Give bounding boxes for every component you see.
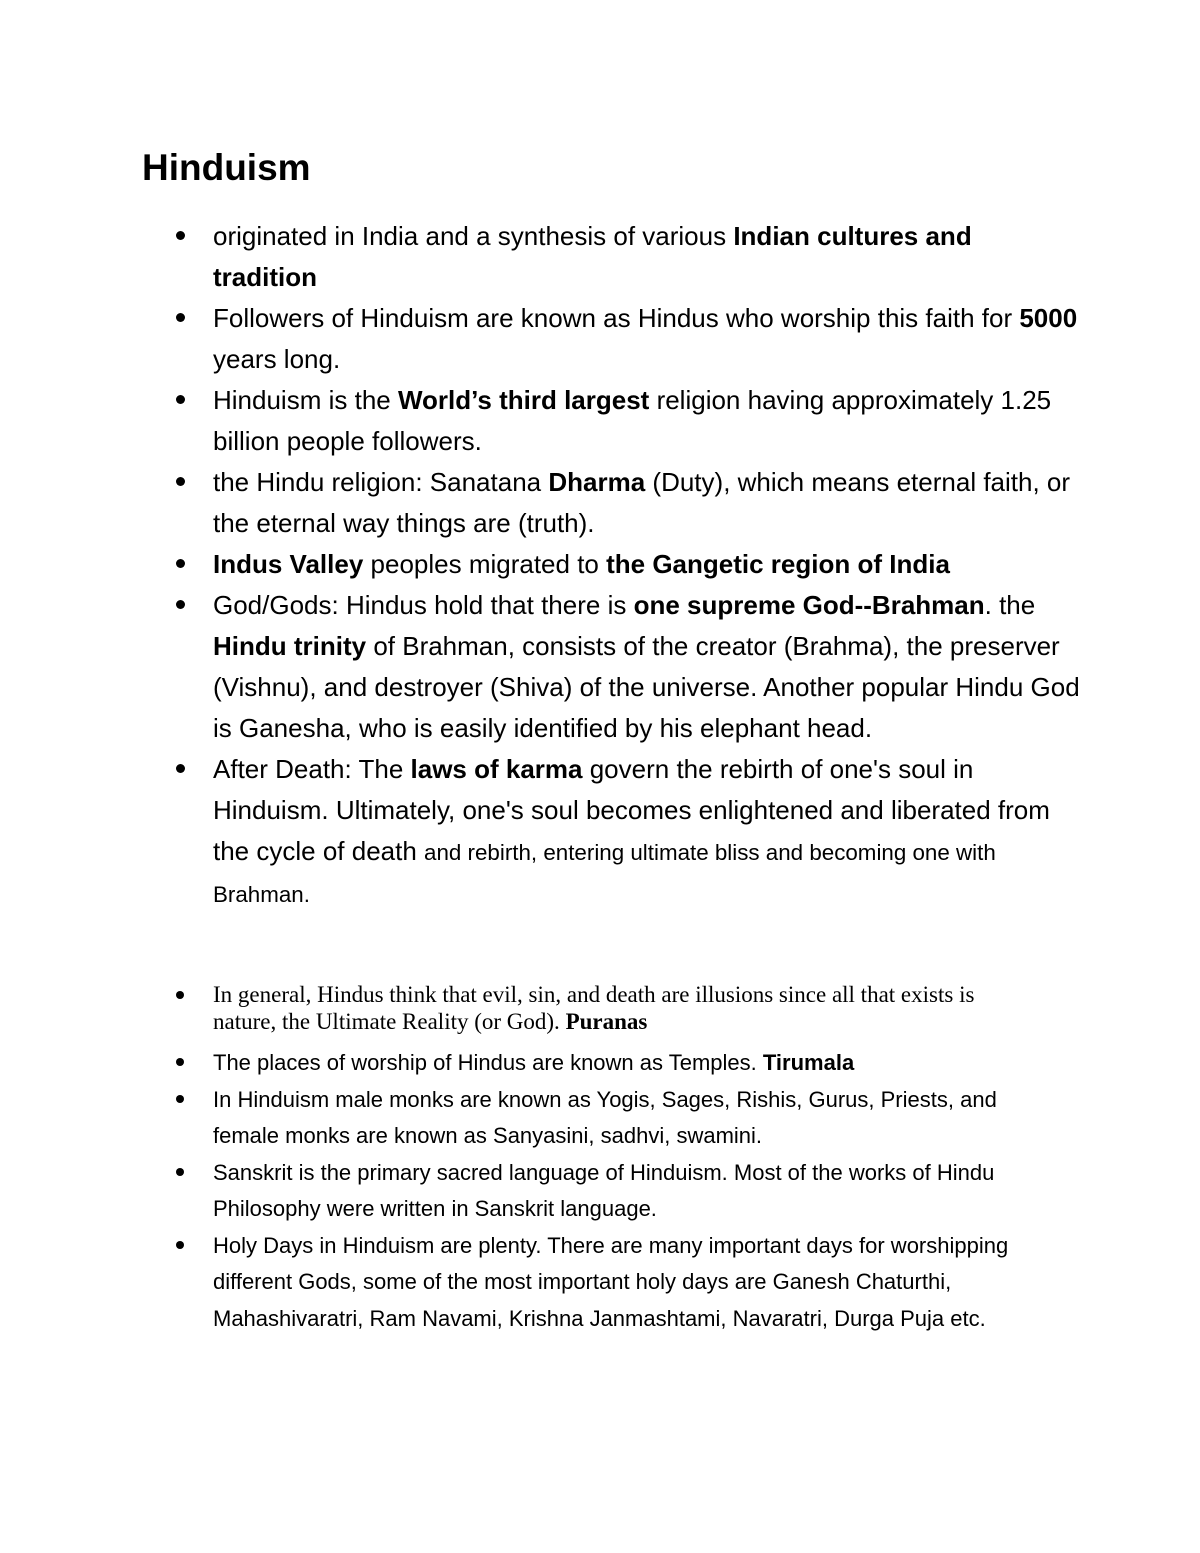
item-text: . the <box>984 590 1036 620</box>
list-item <box>0 981 1200 1035</box>
list-item <box>0 1155 1200 1228</box>
bold-text: laws of karma <box>410 754 583 784</box>
list-item <box>0 298 1200 380</box>
list-item <box>0 749 1200 915</box>
secondary-bullet-list <box>0 1045 1200 1337</box>
bold-text: one supreme God--Brahman <box>633 590 985 620</box>
list-item <box>0 462 1200 544</box>
item-text: Hinduism is the <box>213 385 398 415</box>
bold-text: World’s third largest <box>397 385 650 415</box>
item-text: years long. <box>213 344 341 374</box>
item-text: In general, Hindus think that evil, sin, and death are illusions since all that exists is nature, the Ultimate Reality (or God). <box>213 982 975 1034</box>
list-item <box>0 1082 1200 1155</box>
item-text: (Duty), which means eternal faith, or the eternal way things are (truth). <box>213 467 1071 538</box>
bullet-icon <box>176 1058 184 1066</box>
bold-text: Tirumala <box>762 1050 855 1075</box>
bullet-icon <box>176 764 185 773</box>
page-title: Hinduism <box>142 147 311 188</box>
bold-text: the Gangetic region of India <box>606 549 950 579</box>
list-item <box>0 1045 1200 1082</box>
item-text: govern the rebirth of one's soul in Hinduism. Ultimately, one's soul becomes enlightened and liberated from the cycle of death <box>213 754 1050 866</box>
item-text: Sanskrit is the primary sacred language of Hinduism. Most of the works of Hindu Philosophy were written in Sanskrit language. <box>213 1159 995 1221</box>
bullet-icon <box>176 1168 184 1176</box>
bold-text: Indian cultures and tradition <box>213 221 972 292</box>
main-bullet-list <box>0 216 1200 915</box>
bullet-icon <box>176 231 185 240</box>
bullet-icon <box>176 1241 184 1249</box>
item-text: religion having approximately 1.25 billion people followers. <box>213 385 1052 456</box>
item-text: of Brahman, consists of the creator (Brahma), the preserver (Vishnu), and destroyer (Shiva) of the universe. Another popular Hindu God is Ganesha, who is easily identified by his elephant head. <box>213 631 1080 743</box>
item-text: originated in India and a synthesis of various <box>213 221 734 251</box>
bold-text: 5000 <box>1019 303 1078 333</box>
item-text: Holy Days in Hinduism are plenty. There are many important days for worshipping different Gods, some of the most important holy days are Ganesh Chaturthi, Mahashivaratri, Ram Navami, Krishna Janmashtami, Navaratri, Durga Puja etc. <box>213 1232 1009 1331</box>
list-item <box>0 544 1200 585</box>
bold-text: Indus Valley <box>213 549 364 579</box>
list-item <box>0 585 1200 749</box>
bold-text: Dharma <box>548 467 646 497</box>
bullet-icon <box>176 313 185 322</box>
bullet-icon <box>176 991 184 999</box>
bullet-icon <box>176 600 185 609</box>
bullet-icon <box>176 559 185 568</box>
item-text: Followers of Hinduism are known as Hindus who worship this faith for <box>213 303 1020 333</box>
list-item <box>0 380 1200 462</box>
item-text: and rebirth, entering ultimate bliss and becoming one with Brahman. <box>213 840 996 907</box>
serif-bullet-list <box>0 981 1200 1035</box>
bullet-icon <box>176 477 185 486</box>
item-text: God/Gods: Hindus hold that there is <box>213 590 634 620</box>
list-item <box>0 1228 1200 1338</box>
bullet-icon <box>176 395 185 404</box>
bold-text: Hindu trinity <box>213 631 367 661</box>
bullet-icon <box>176 1095 184 1103</box>
item-text: the Hindu religion: Sanatana <box>213 467 549 497</box>
item-text: After Death: The <box>213 754 411 784</box>
list-item <box>0 216 1200 298</box>
item-text: In Hinduism male monks are known as Yogis, Sages, Rishis, Gurus, Priests, and female monks are known as Sanyasini, sadhvi, swamini. <box>213 1086 997 1148</box>
item-text: The places of worship of Hindus are known as Temples. <box>213 1050 763 1075</box>
bold-text: Puranas <box>565 1009 648 1034</box>
item-text: peoples migrated to <box>363 549 607 579</box>
